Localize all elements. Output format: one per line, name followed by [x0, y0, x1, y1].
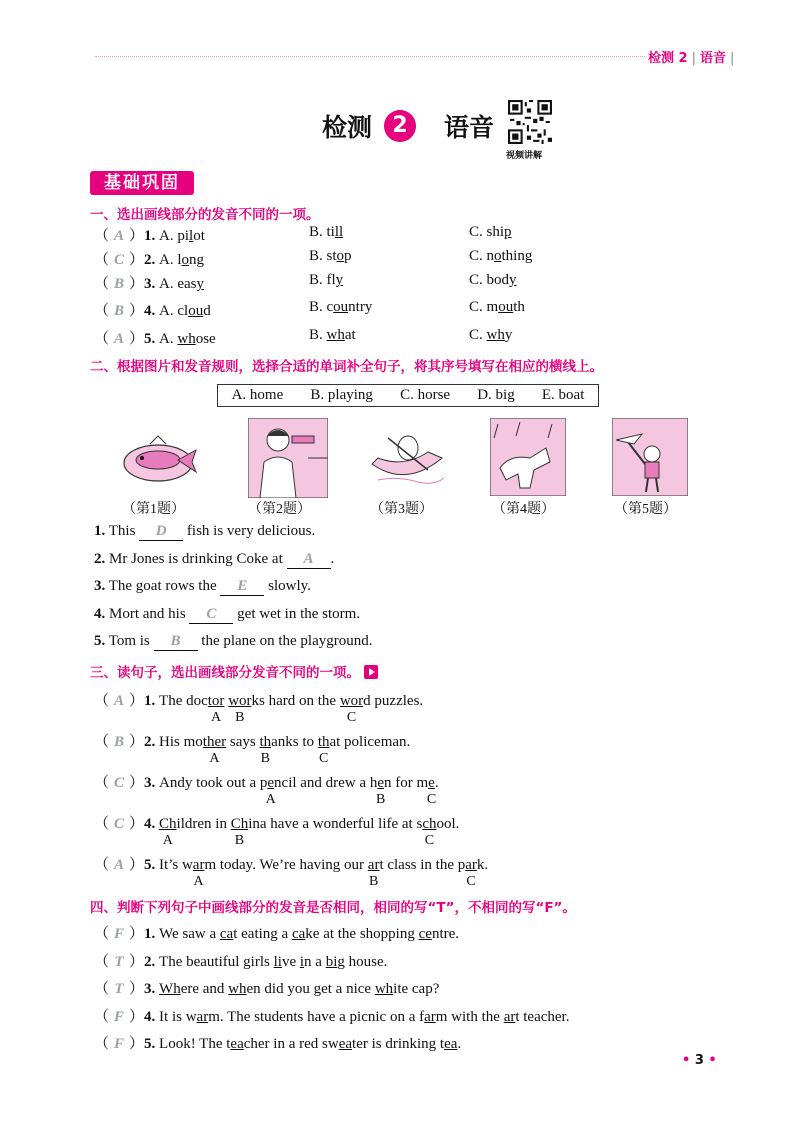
underlined-text: ce [418, 926, 432, 942]
sec4-question [94, 1032, 461, 1053]
choice-label: C [426, 792, 437, 807]
sentence-text: Mort and his [109, 606, 186, 622]
section3-heading-text: 三、读句子，选出画线部分发音不同的一项。 [90, 665, 360, 681]
option-b: B. fly [309, 272, 344, 288]
underlined-part [159, 816, 177, 848]
sec2-sentence-1 [94, 523, 315, 541]
sentence-text: ncil and drew a h [274, 775, 378, 791]
sec2-sentence-4 [94, 606, 360, 624]
page-number: • 3 • [682, 1053, 717, 1068]
option-c: C. why [469, 327, 513, 343]
underlined-part [422, 816, 437, 848]
question-number: 2. [144, 954, 156, 970]
underlined-text: ea [230, 1036, 244, 1052]
paren-close: ） [129, 693, 145, 709]
sec1-question-2: （ C ）2. A. long B. stop C. nothing [94, 248, 533, 268]
sec3-question [94, 689, 424, 725]
play-video-icon[interactable] [364, 665, 378, 679]
question-number: 1. [144, 926, 156, 942]
underlined-text: wor [228, 693, 252, 709]
sentence-text: t eating a [233, 926, 292, 942]
picture-caption: （第1题） [122, 502, 185, 517]
qr-code-icon[interactable] [508, 100, 552, 144]
paren-open: （ [94, 857, 110, 873]
section1-heading: 一、选出画线部分的发音不同的一项。 [90, 207, 320, 223]
page-number-text: 3 [694, 1053, 704, 1068]
underlined-text: e [267, 775, 275, 791]
underlined-text: Wh [159, 981, 181, 997]
sentence-text: ina have a wonderful life at s [248, 816, 423, 832]
sentence-text: n a [304, 954, 326, 970]
running-header [648, 47, 738, 66]
answer-blank[interactable]: C [189, 606, 233, 624]
sentence-text: ere and [180, 981, 229, 997]
paren-close: ） [129, 816, 145, 832]
option-c: C. mouth [469, 299, 525, 315]
paren-close: ） [129, 857, 145, 873]
option-b: B. stop [309, 248, 352, 264]
choice-label: B [368, 874, 379, 889]
answer: C [114, 775, 125, 791]
answer: F [114, 926, 125, 942]
choice-label: A [265, 792, 276, 807]
sentence-text: k. [476, 857, 489, 873]
title-number-badge: 2 [384, 110, 416, 142]
sentence-text: get wet in the storm. [237, 606, 361, 622]
underlined-text: Ch [159, 816, 177, 832]
underlined-part [375, 775, 386, 807]
question-number: 5. [144, 857, 156, 873]
underlined-text: ther [202, 734, 227, 750]
picture-man-drinking [248, 418, 328, 498]
underlined-part [317, 734, 330, 766]
choice-label: C [466, 874, 476, 889]
section4-heading: 四、判断下列句子中画线部分的发音是否相同，相同的写“T”，不相同的写“F”。 [90, 900, 576, 916]
question-number: 4. [144, 1009, 156, 1025]
underlined-part [228, 693, 252, 725]
sentence-text: m with the [435, 1009, 504, 1025]
underlined-text: e [377, 775, 384, 791]
choice-label: C [346, 710, 357, 725]
answer: A [114, 857, 125, 873]
paren-close: ） [129, 1036, 145, 1052]
sec4-question [94, 950, 387, 971]
sec1-question-5: （ A ）5. A. whose B. what C. why [94, 327, 513, 347]
option-b: B. what [309, 327, 356, 343]
header-separator-end: | [729, 51, 735, 66]
section3-heading [90, 661, 378, 681]
underlined-text: ar [192, 857, 205, 873]
sentence-text: t teacher. [515, 1009, 570, 1025]
sentence-text: g house. [337, 954, 388, 970]
choice-label: B [235, 710, 245, 725]
underlined-text: wor [339, 693, 364, 709]
sec1-question-3: （ B ）3. A. easy B. fly C. body [94, 272, 517, 292]
picture-goat-boat [368, 418, 446, 492]
choice-label: A [162, 833, 173, 848]
underlined-text: e [428, 775, 435, 791]
question-number: 4. [144, 816, 156, 832]
answer-blank[interactable]: B [154, 633, 198, 651]
paren-close: ） [129, 1009, 145, 1025]
sec2-sentence-5 [94, 633, 373, 651]
question-number: 3. [144, 775, 156, 791]
sentence-text: the plane on the playground. [201, 633, 373, 649]
underlined-part [426, 775, 437, 807]
answer: A [114, 331, 125, 347]
sec1-question-4: （ B ）4. A. cloud B. country C. mouth [94, 299, 525, 319]
answer: A [114, 228, 125, 244]
sentence-text: ks hard on the [251, 693, 340, 709]
choice-label: A [209, 751, 220, 766]
picture-caption: （第3题） [370, 502, 433, 517]
sec3-question [94, 771, 439, 807]
question-number: 2. [144, 252, 156, 268]
section2-heading: 二、根据图片和发音规则，选择合适的单词补全句子，将其序号填写在相应的横线上。 [90, 359, 603, 375]
choice-label: A [193, 874, 204, 889]
sentence-text: m today. We’re having our [204, 857, 368, 873]
paren-open: （ [94, 775, 110, 791]
sec3-question [94, 730, 411, 766]
sentence-text: The beautiful girls [159, 954, 274, 970]
question-number: 5. [94, 633, 106, 649]
sentence-text: en did you get a nice [246, 981, 375, 997]
underlined-text: th [317, 734, 330, 750]
sec4-question [94, 922, 459, 943]
underlined-text: tor [207, 693, 225, 709]
underlined-text: ea [338, 1036, 353, 1052]
option-c: C. body [469, 272, 517, 288]
sentence-text: m. The students have a picnic on a f [208, 1009, 425, 1025]
question-number: 3. [144, 981, 156, 997]
question-number: 1. [144, 693, 156, 709]
underlined-text: ar [424, 1009, 436, 1025]
question-number: 3. [144, 276, 156, 292]
paren-close: ） [129, 981, 145, 997]
underlined-part [465, 857, 477, 889]
option-a: A. cloud [159, 303, 211, 319]
sec4-question [94, 977, 439, 998]
header-chapter: 检测 2 [648, 51, 688, 66]
word-option: B. playing [310, 387, 373, 403]
paren-open: （ [94, 926, 110, 942]
answer: C [114, 252, 125, 268]
answer: A [114, 693, 125, 709]
picture-caption: （第2题） [248, 502, 311, 517]
underlined-text: ch [422, 816, 437, 832]
question-number: 4. [94, 606, 106, 622]
underlined-part [230, 816, 249, 848]
underlined-text: ea [444, 1036, 458, 1052]
question-number: 5. [144, 1036, 156, 1052]
sec3-question [94, 853, 489, 889]
sentence-text: The goat rows the [108, 578, 217, 594]
word-option: D. big [477, 387, 515, 403]
paren-close: ） [129, 954, 145, 970]
answer: F [114, 1009, 125, 1025]
answer: B [114, 734, 125, 750]
sentence-text: anks to [271, 734, 318, 750]
answer-blank[interactable]: A [287, 551, 331, 569]
sentence-text: It’s w [155, 857, 193, 873]
paren-close: ） [129, 926, 145, 942]
sentence-text: d puzzles. [363, 693, 424, 709]
paren-open: （ [94, 954, 110, 970]
sentence-text: ter is drinking t [352, 1036, 445, 1052]
answer-blank[interactable]: D [139, 523, 183, 541]
paren-open: （ [94, 816, 110, 832]
page-title [322, 108, 494, 144]
picture-caption: （第5题） [614, 502, 677, 517]
answer: C [114, 816, 125, 832]
paren-open: （ [94, 1009, 110, 1025]
header-dotted-line [95, 56, 645, 57]
sentence-text: His mo [155, 734, 203, 750]
question-number: 4. [144, 303, 156, 319]
sentence-text: It is w [159, 1009, 197, 1025]
sentence-text: ite cap? [393, 981, 440, 997]
picture-caption: （第4题） [492, 502, 555, 517]
question-number: 1. [144, 228, 156, 244]
underlined-text: Ch [230, 816, 249, 832]
option-c: C. nothing [469, 248, 533, 264]
sec3-question [94, 812, 460, 848]
underlined-part [207, 693, 225, 725]
question-number: 2. [94, 551, 106, 567]
answer-blank[interactable]: E [220, 578, 264, 596]
sentence-text: Mr Jones is drinking Coke at [109, 551, 283, 567]
sentence-text: . [330, 551, 335, 567]
sentence-text: slowly. [268, 578, 311, 594]
underlined-text: ar [367, 857, 380, 873]
paren-close: ） [129, 734, 145, 750]
sec2-sentence-2 [94, 551, 334, 569]
sentence-text: Tom is [108, 633, 150, 649]
sentence-text: says [226, 734, 260, 750]
paren-open: （ [94, 1036, 110, 1052]
answer: B [114, 303, 125, 319]
choice-label: B [375, 792, 386, 807]
question-number: 3. [94, 578, 106, 594]
underlined-text: i [299, 954, 305, 970]
option-b: B. country [309, 299, 373, 315]
choice-label: C [318, 751, 329, 766]
option-b: B. till [309, 224, 344, 240]
section-banner: 基础巩固 [90, 171, 194, 195]
sentence-text: Look! The t [159, 1036, 231, 1052]
option-a: A. easy [159, 276, 205, 292]
underlined-part [367, 857, 380, 889]
choice-label: B [234, 833, 245, 848]
sentence-text: This [108, 523, 136, 539]
word-option: E. boat [541, 387, 585, 403]
underlined-part [339, 693, 364, 725]
title-part2: 语音 [444, 113, 495, 142]
picture-boy-plane [612, 418, 688, 496]
paren-open: （ [94, 693, 110, 709]
qr-label: 视频讲解 [506, 151, 543, 161]
sentence-text: . [434, 775, 439, 791]
picture-big-fish [120, 418, 198, 492]
sec2-sentence-3 [94, 578, 311, 596]
underlined-text: li [273, 954, 282, 970]
sentence-text: The doc [155, 693, 208, 709]
underlined-part [192, 857, 205, 889]
option-a: A. whose [159, 331, 216, 347]
answer: T [114, 954, 124, 970]
sentence-text: ve [281, 954, 300, 970]
sentence-text: at policeman. [329, 734, 411, 750]
sentence-text: ool. [436, 816, 460, 832]
sentence-text: cher in a red sw [243, 1036, 339, 1052]
underlined-text: ar [465, 857, 477, 873]
underlined-text: th [259, 734, 272, 750]
paren-open: （ [94, 734, 110, 750]
sentence-text: n for m [384, 775, 429, 791]
answer: T [114, 981, 124, 997]
sentence-text: t class in the p [379, 857, 466, 873]
choice-label: A [211, 710, 222, 725]
question-number: 2. [144, 734, 156, 750]
title-part1: 检测 [322, 113, 373, 142]
underlined-text: wh [374, 981, 394, 997]
sentence-text: ke at the shopping [305, 926, 419, 942]
question-number: 5. [144, 331, 156, 347]
paren-close: ） [129, 775, 145, 791]
underlined-part [265, 775, 276, 807]
underlined-text: wh [228, 981, 247, 997]
underlined-part [259, 734, 272, 766]
sec4-question [94, 1005, 569, 1026]
sentence-text: . [457, 1036, 462, 1052]
underlined-text: ca [291, 926, 306, 942]
underlined-text: ca [219, 926, 234, 942]
picture-horse-storm [490, 418, 566, 496]
paren-open: （ [94, 981, 110, 997]
sentence-text: Andy took out a p [155, 775, 268, 791]
word-option: C. horse [400, 387, 451, 403]
choice-label: C [424, 833, 435, 848]
option-a: A. long [159, 252, 205, 268]
sentence-text: ntre. [431, 926, 460, 942]
underlined-text: ar [503, 1009, 516, 1025]
choice-label: B [260, 751, 270, 766]
header-topic: 语音 [699, 51, 726, 66]
sentence-text: ildren in [176, 816, 231, 832]
sec1-question-1: （ A ）1. A. pilot B. till C. ship [94, 224, 512, 244]
word-bank [217, 384, 599, 407]
sentence-text: fish is very delicious. [186, 523, 316, 539]
option-a: A. pilot [159, 228, 205, 244]
answer: B [114, 276, 125, 292]
underlined-text: ar [196, 1009, 209, 1025]
answer: F [114, 1036, 125, 1052]
word-option: A. home [231, 387, 284, 403]
underlined-text: bi [325, 954, 338, 970]
option-c: C. ship [469, 224, 512, 240]
header-separator: | [691, 51, 696, 66]
underlined-part [202, 734, 227, 766]
question-number: 1. [94, 523, 106, 539]
sentence-text: We saw a [159, 926, 220, 942]
